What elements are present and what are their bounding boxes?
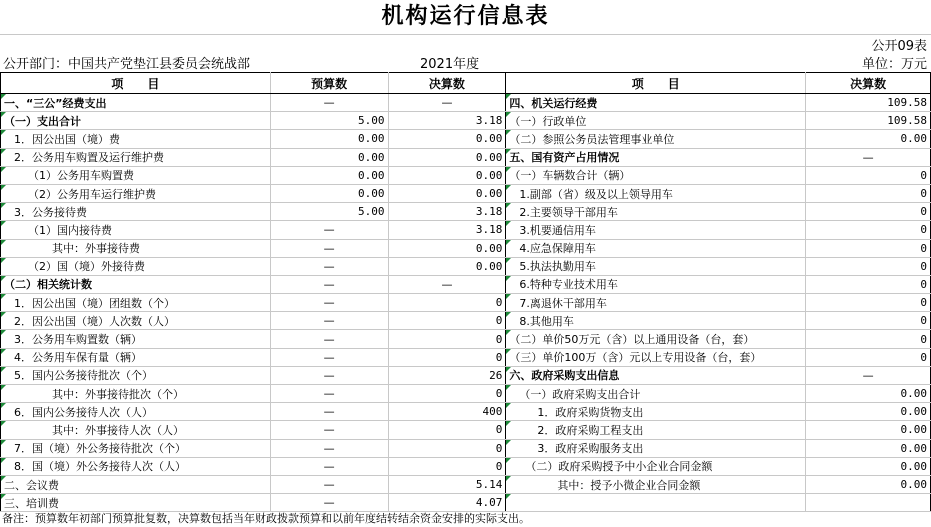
row-final-2: 0 [806, 239, 931, 257]
row-final: 0.00 [388, 257, 506, 275]
table-row [1, 239, 931, 257]
row-budget: — [270, 294, 388, 312]
row-final-2: 0 [806, 257, 931, 275]
row-budget: 0.00 [270, 130, 388, 148]
row-item: 其中：外事接待批次（个） [1, 385, 271, 403]
row-final-2 [806, 494, 931, 512]
row-item: 其中：外事接待费 [1, 239, 271, 257]
row-budget: — [270, 421, 388, 439]
table-row [1, 366, 931, 384]
table-row [1, 421, 931, 439]
table-row [1, 457, 931, 475]
row-final-2: 0 [806, 203, 931, 221]
row-item: （2）国（境）外接待费 [1, 257, 271, 275]
unit-label: 单位：万元 [861, 57, 927, 72]
row-final: — [388, 94, 506, 112]
row-final-2: 0 [806, 294, 931, 312]
row-budget: — [270, 257, 388, 275]
row-final: 26 [388, 366, 506, 384]
header-final-2: 决算数 [806, 73, 931, 94]
row-item: 6．国内公务接待人次（人） [1, 403, 271, 421]
row-budget: — [270, 366, 388, 384]
row-item-2: 3．政府采购服务支出 [506, 439, 806, 457]
table-row [1, 221, 931, 239]
row-budget: 0.00 [270, 184, 388, 202]
row-final: 0.00 [388, 166, 506, 184]
row-item-2: 1．政府采购货物支出 [506, 403, 806, 421]
row-item: （一）支出合计 [1, 112, 271, 130]
row-final: 0 [388, 421, 506, 439]
row-budget: — [270, 475, 388, 493]
row-budget: — [270, 494, 388, 512]
row-budget: 0.00 [270, 166, 388, 184]
row-final: — [388, 275, 506, 293]
table-row [1, 348, 931, 366]
row-final: 4.07 [388, 494, 506, 512]
table-row [1, 257, 931, 275]
row-item: 4．公务用车保有量（辆） [1, 348, 271, 366]
row-item: 3．公务用车购置数（辆） [1, 330, 271, 348]
table-row [1, 439, 931, 457]
row-item: 8．国（境）外公务接待人次（人） [1, 457, 271, 475]
row-final: 400 [388, 403, 506, 421]
row-budget: 5.00 [270, 203, 388, 221]
row-item: （二）相关统计数 [1, 275, 271, 293]
row-final: 0 [388, 348, 506, 366]
row-final-2: 0.00 [806, 439, 931, 457]
fiscal-year: 2021年度 [420, 57, 480, 72]
row-final-2: 0.00 [806, 421, 931, 439]
row-item-2: 6.特种专业技术用车 [506, 275, 806, 293]
row-item: （1）公务用车购置费 [1, 166, 271, 184]
row-item-2: （一）车辆数合计（辆） [506, 166, 806, 184]
row-final-2: 0 [806, 184, 931, 202]
row-final: 0 [388, 294, 506, 312]
row-item: 7．国（境）外公务接待批次（个） [1, 439, 271, 457]
row-item: 2．因公出国（境）人次数（人） [1, 312, 271, 330]
row-final: 0 [388, 439, 506, 457]
table-row [1, 475, 931, 493]
row-budget: — [270, 275, 388, 293]
row-final: 0.00 [388, 239, 506, 257]
row-final: 5.14 [388, 475, 506, 493]
row-item-2: （二）参照公务员法管理事业单位 [506, 130, 806, 148]
table-row [1, 385, 931, 403]
row-item: 5．国内公务接待批次（个） [1, 366, 271, 384]
row-item-2: 1.副部（省）级及以上领导用车 [506, 184, 806, 202]
row-final: 3.18 [388, 203, 506, 221]
row-budget: — [270, 94, 388, 112]
row-budget: 0.00 [270, 148, 388, 166]
row-budget: 5.00 [270, 112, 388, 130]
row-budget: — [270, 330, 388, 348]
table-row [1, 294, 931, 312]
row-budget: — [270, 403, 388, 421]
table-row [1, 166, 931, 184]
row-item-2: 4.应急保障用车 [506, 239, 806, 257]
row-item-2: 7.离退休干部用车 [506, 294, 806, 312]
row-budget: — [270, 385, 388, 403]
table-row [1, 203, 931, 221]
row-item-2: 五、国有资产占用情况 [506, 148, 806, 166]
row-final-2: 0.00 [806, 457, 931, 475]
row-item: 2．公务用车购置及运行维护费 [1, 148, 271, 166]
row-item-2: 六、政府采购支出信息 [506, 366, 806, 384]
row-item-2: 2．政府采购工程支出 [506, 421, 806, 439]
row-final: 3.18 [388, 112, 506, 130]
row-final-2: 0 [806, 166, 931, 184]
row-final: 0.00 [388, 148, 506, 166]
row-item-2: 2.主要领导干部用车 [506, 203, 806, 221]
header-item: 项 目 [1, 73, 271, 94]
row-final-2: 0.00 [806, 403, 931, 421]
row-final-2: 109.58 [806, 112, 931, 130]
table-row [1, 275, 931, 293]
row-final-2: 0.00 [806, 130, 931, 148]
row-final: 0.00 [388, 130, 506, 148]
row-final-2: 0 [806, 275, 931, 293]
row-budget: — [270, 221, 388, 239]
row-item-2: （三）单价100万（含）元以上专用设备（台，套） [506, 348, 806, 366]
info-table [0, 72, 931, 512]
row-final-2: 0 [806, 348, 931, 366]
table-row [1, 184, 931, 202]
row-final-2: 0.00 [806, 475, 931, 493]
page-title: 机构运行信息表 [381, 4, 550, 29]
row-final-2: 0 [806, 330, 931, 348]
header-final: 决算数 [388, 73, 506, 94]
row-item: 三、培训费 [1, 494, 271, 512]
row-item-2: 四、机关运行经费 [506, 94, 806, 112]
row-item: 其中：外事接待人次（人） [1, 421, 271, 439]
row-final: 0 [388, 312, 506, 330]
table-row [1, 94, 931, 112]
table-row [1, 148, 931, 166]
row-final: 0 [388, 457, 506, 475]
row-final: 0.00 [388, 184, 506, 202]
row-item-2: 3.机要通信用车 [506, 221, 806, 239]
department-label: 公开部门：中国共产党垫江县委员会统战部 [3, 57, 251, 72]
table-header-row [1, 73, 931, 94]
row-budget: — [270, 239, 388, 257]
row-item-2: （一）政府采购支出合计 [506, 385, 806, 403]
row-item: 1．因公出国（境）团组数（个） [1, 294, 271, 312]
row-final: 3.18 [388, 221, 506, 239]
row-item: 3．公务接待费 [1, 203, 271, 221]
row-final-2: — [806, 148, 931, 166]
header-budget: 预算数 [270, 73, 388, 94]
row-item: 二、会议费 [1, 475, 271, 493]
row-item: （2）公务用车运行维护费 [1, 184, 271, 202]
table-row [1, 130, 931, 148]
footnote: 备注：预算数年初部门预算批复数，决算数包括当年财政拨款预算和以前年度结转结余资金安排的实际支出。 [2, 512, 530, 525]
row-budget: — [270, 457, 388, 475]
row-final-2: 0.00 [806, 385, 931, 403]
row-item: （1）国内接待费 [1, 221, 271, 239]
row-final-2: 0 [806, 312, 931, 330]
title-divider [0, 34, 931, 35]
table-row [1, 112, 931, 130]
row-budget: — [270, 312, 388, 330]
table-row [1, 330, 931, 348]
row-item-2 [506, 494, 806, 512]
row-final: 0 [388, 330, 506, 348]
row-item-2: （二）单价50万元（含）以上通用设备（台，套） [506, 330, 806, 348]
row-item-2: （二）政府采购授予中小企业合同金额 [506, 457, 806, 475]
row-item-2: 其中：授予小微企业合同金额 [506, 475, 806, 493]
row-item: 1．因公出国（境）费 [1, 130, 271, 148]
table-row [1, 312, 931, 330]
row-final: 0 [388, 385, 506, 403]
row-item-2: 5.执法执勤用车 [506, 257, 806, 275]
row-item-2: 8.其他用车 [506, 312, 806, 330]
row-item-2: （一）行政单位 [506, 112, 806, 130]
row-final-2: 109.58 [806, 94, 931, 112]
table-code: 公开09表 [871, 39, 927, 54]
row-final-2: 0 [806, 221, 931, 239]
row-budget: — [270, 439, 388, 457]
row-budget: — [270, 348, 388, 366]
row-item: 一、“三公”经费支出 [1, 94, 271, 112]
row-final-2: — [806, 366, 931, 384]
table-row [1, 403, 931, 421]
header-item-2: 项 目 [506, 73, 806, 94]
